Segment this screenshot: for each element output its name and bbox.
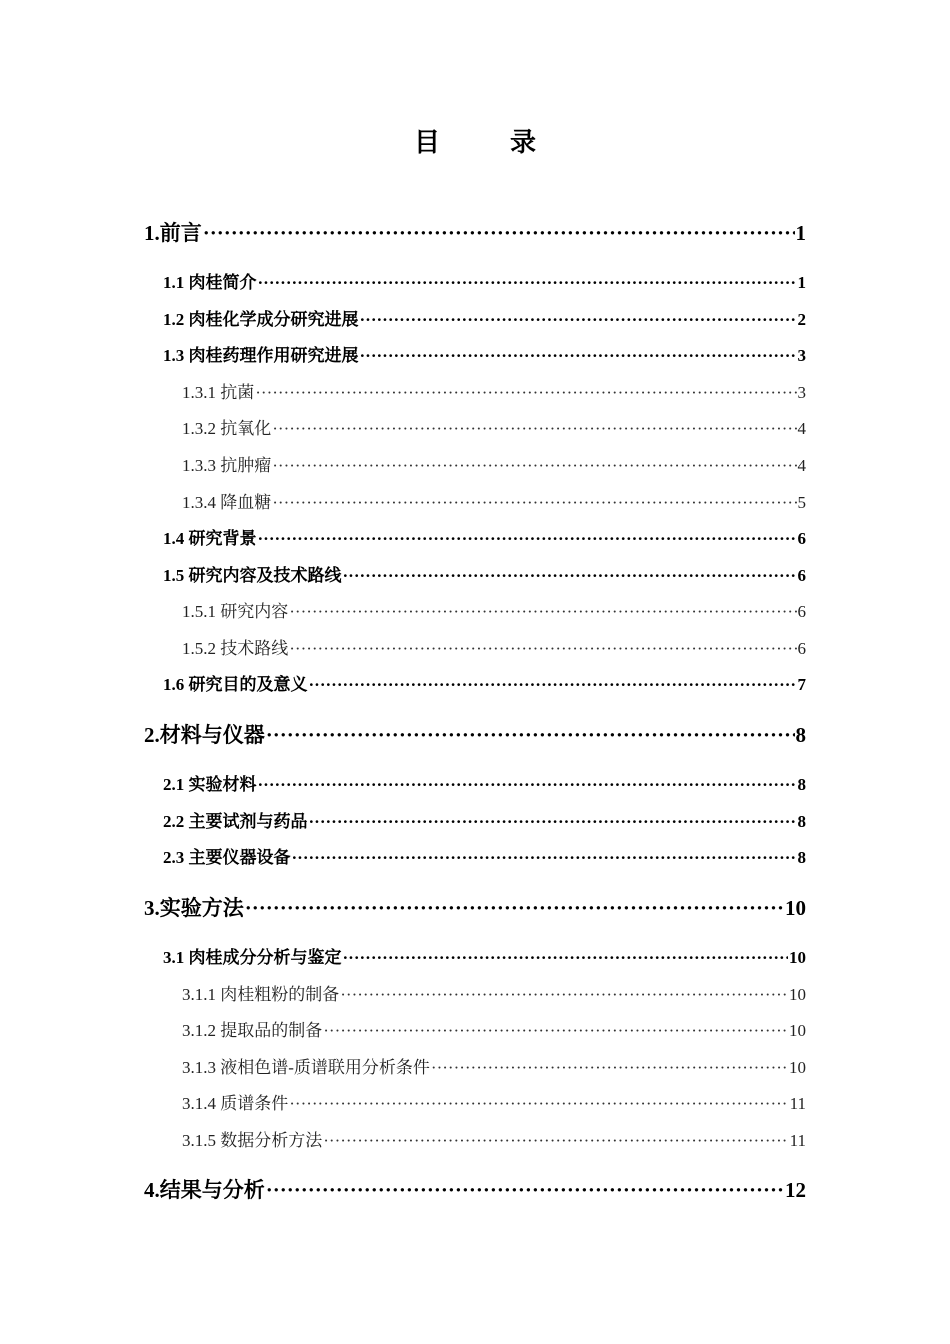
toc-entry-label: 1.6 研究目的及意义 [163,675,308,694]
toc-entry-page-number: 10 [785,896,806,920]
toc-dot-leader [266,1178,784,1203]
toc-entry-subsection[interactable] [182,597,806,622]
toc-entry-label: 2.1 实验材料 [163,775,257,794]
toc-entry-chapter[interactable] [144,217,806,247]
toc-entry-subsection[interactable] [182,1016,806,1041]
toc-entry-label: 3.1.3 液相色谱-质谱联用分析条件 [182,1058,430,1077]
toc-entry-subsection[interactable] [182,451,806,476]
toc-entry-label: 1.5.2 技术路线 [182,639,289,658]
toc-entry-page-number: 7 [797,675,806,694]
toc-dot-leader [258,775,797,795]
toc-entry-label: 3.1.4 质谱条件 [182,1094,289,1113]
toc-entry-page-number: 11 [789,1094,806,1113]
toc-entry-chapter[interactable] [144,719,806,749]
toc-dot-leader [272,493,796,513]
toc-title: 目 录 [413,128,558,157]
toc-entry-label: 1.5 研究内容及技术路线 [163,566,342,585]
toc-entry-section[interactable] [163,268,806,293]
toc-entry-label: 1.3.1 抗菌 [182,383,255,402]
toc-dot-leader [289,1094,788,1114]
toc-dot-leader [258,273,797,293]
toc-entry-section[interactable] [163,843,806,868]
toc-entry-label: 1.2 肉桂化学成分研究进展 [163,310,359,329]
toc-dot-leader [272,419,796,439]
toc-entry-label: 3.实验方法 [144,896,244,920]
toc-entry-page-number: 12 [785,1178,806,1202]
toc-dot-leader [431,1058,788,1078]
toc-entry-page-number: 10 [789,948,806,967]
toc-entry-label: 1.3.3 抗肿瘤 [182,456,272,475]
toc-entry-chapter[interactable] [144,1174,806,1204]
toc-entry-subsection[interactable] [182,378,806,403]
toc-entry-chapter[interactable] [144,892,806,922]
toc-entry-subsection[interactable] [182,414,806,439]
toc-dot-leader [340,985,788,1005]
toc-entry-subsection[interactable] [182,1089,806,1114]
toc-entry-label: 3.1.5 数据分析方法 [182,1131,323,1150]
toc-entry-page-number: 6 [797,529,806,548]
toc-dot-leader [292,848,797,868]
toc-entry-page-number: 8 [795,723,806,747]
toc-dot-leader [360,346,797,366]
toc-entry-label: 1.1 肉桂简介 [163,273,257,292]
toc-entry-page-number: 3 [797,346,806,365]
toc-entry-subsection[interactable] [182,634,806,659]
toc-entry-page-number: 8 [797,775,806,794]
toc-entry-page-number: 2 [797,310,806,329]
toc-dot-leader [258,529,797,549]
toc-dot-leader [289,602,796,622]
toc-dot-leader [289,639,796,659]
toc-dot-leader [309,812,797,832]
toc-dot-leader [203,221,795,246]
toc-entry-label: 1.3.4 降血糖 [182,493,272,512]
toc-entry-page-number: 6 [797,639,806,658]
toc-entry-section[interactable] [163,943,806,968]
toc-entry-section[interactable] [163,561,806,586]
toc-entry-section[interactable] [163,341,806,366]
toc-entry-page-number: 10 [789,1058,806,1077]
toc-dot-leader [309,675,797,695]
toc-entry-label: 1.3 肉桂药理作用研究进展 [163,346,359,365]
toc-entry-label: 1.3.2 抗氧化 [182,419,272,438]
toc-dot-leader [255,383,796,403]
toc-entry-label: 3.1.2 提取品的制备 [182,1021,323,1040]
toc-entry-label: 1.5.1 研究内容 [182,602,289,621]
toc-dot-leader [245,896,784,921]
toc-entry-section[interactable] [163,670,806,695]
toc-entry-page-number: 11 [789,1131,806,1150]
toc-entry-label: 2.材料与仪器 [144,723,265,747]
toc-dot-leader [343,948,789,968]
toc-dot-leader [323,1021,788,1041]
toc-dot-leader [360,310,797,330]
toc-entry-label: 3.1 肉桂成分分析与鉴定 [163,948,342,967]
toc-entry-page-number: 5 [797,493,806,512]
toc-entry-label: 1.4 研究背景 [163,529,257,548]
toc-entry-page-number: 4 [797,456,806,475]
toc-dot-leader [323,1131,788,1151]
toc-dot-leader [266,723,795,748]
toc-entry-page-number: 10 [789,1021,806,1040]
toc-entry-subsection[interactable] [182,488,806,513]
toc-entry-page-number: 10 [789,985,806,1004]
toc-entry-label: 3.1.1 肉桂粗粉的制备 [182,985,340,1004]
toc-entry-page-number: 6 [797,602,806,621]
toc-entry-page-number: 8 [797,848,806,867]
toc-dot-leader [272,456,796,476]
toc-entry-section[interactable] [163,305,806,330]
toc-entry-section[interactable] [163,807,806,832]
toc-entry-subsection[interactable] [182,1053,806,1078]
toc-entry-subsection[interactable] [182,1126,806,1151]
toc-dot-leader [343,566,797,586]
toc-entry-label: 2.2 主要试剂与药品 [163,812,308,831]
toc-entry-page-number: 8 [797,812,806,831]
toc-entry-label: 1.前言 [144,221,202,245]
toc-entry-page-number: 6 [797,566,806,585]
toc-entry-section[interactable] [163,770,806,795]
toc-entry-page-number: 4 [797,419,806,438]
toc-entry-page-number: 1 [795,221,806,245]
toc-entry-page-number: 1 [797,273,806,292]
toc-entry-label: 2.3 主要仪器设备 [163,848,291,867]
toc-entry-label: 4.结果与分析 [144,1178,265,1202]
toc-entry-subsection[interactable] [182,980,806,1005]
toc-entry-section[interactable] [163,524,806,549]
toc-entry-page-number: 3 [797,383,806,402]
